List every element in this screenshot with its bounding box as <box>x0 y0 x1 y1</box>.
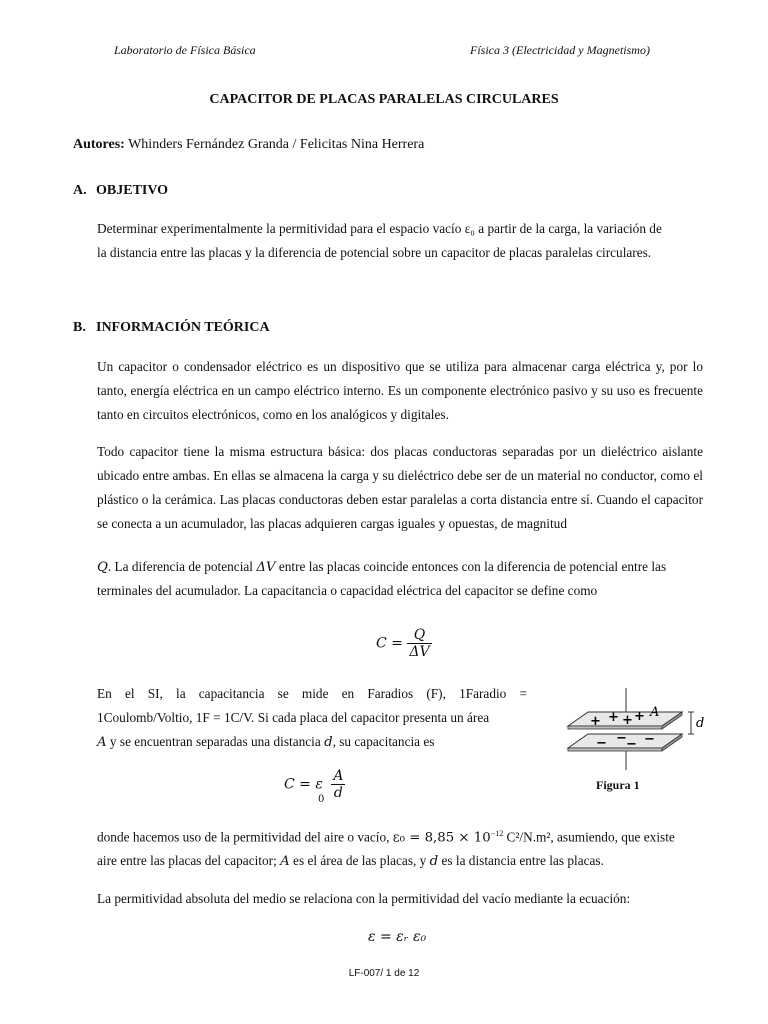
paragraph-potential-line-2: terminales del acumulador. La capacitancia o capacidad eléctrica del capacitor se define como <box>97 583 598 598</box>
area-label: A <box>650 705 660 720</box>
equation-absolute-permittivity: ε = εᵣ ε₀ <box>368 929 427 945</box>
minus-sign: − <box>596 736 607 751</box>
section-b-title: INFORMACIÓN TEÓRICA <box>96 320 270 335</box>
header-left: Laboratorio de Física Básica <box>114 43 256 57</box>
paragraph-si-line-1: En el SI, la capacitancia se mide en Faradios (F), 1Faradio = <box>97 686 527 701</box>
distance-label: d <box>696 716 705 731</box>
plus-sign: + <box>622 713 633 728</box>
section-b-heading <box>73 320 270 336</box>
plus-sign: + <box>608 710 619 725</box>
section-a-line-1: Determinar experimentalmente la permitividad para el espacio vacío ε₀ a partir de la carga, la variación de <box>97 221 662 236</box>
authors-names: Whinders Fernández Granda / Felicitas Nina Herrera <box>128 137 425 152</box>
section-a-number: A. <box>73 183 87 198</box>
authors-label: Autores: <box>73 137 125 152</box>
equation-parallel-plate-capacitance: C = ε $\frac{A}{d}$ 0 <box>284 768 344 805</box>
document-title: CAPACITOR DE PLACAS PARALELAS CIRCULARES <box>209 92 559 107</box>
paragraph-potential-line-1: Q. La diferencia de potencial ΔV entre las placas coincide entonces con la diferencia de potencial entre las <box>97 559 667 575</box>
section-b-number: B. <box>73 320 86 335</box>
figure-caption: Figura 1 <box>596 778 640 792</box>
paragraph-absolute-permittivity: La permitividad absoluta del medio se relaciona con la permitividad del vacío mediante la ecuación: <box>97 891 631 906</box>
section-a-heading <box>73 183 168 199</box>
minus-sign: − <box>626 737 637 752</box>
paragraph-permittivity-line-1: donde hacemos uso de la permitividad del aire o vacío, $\varepsilon_0 = 8,85 \times 10^{-12}$ C²/N.m², asumiendo, que existe <box>97 829 675 846</box>
paragraph-capacitor-definition: Un capacitor o condensador eléctrico es un dispositivo que se utiliza para almacenar carga eléctrica y, por lo tanto, energía eléctrica en un campo eléctrico interno. Es un componente electrónico pasivo y su uso es frecuente tanto en circuitos electrónicos, como en los analógicos y digitales. <box>97 359 703 422</box>
section-a-title: OBJETIVO <box>96 183 169 198</box>
section-a-line-2: la distancia entre las placas y la diferencia de potencial sobre un capacitor de placas paralelas circulares. <box>97 245 652 260</box>
figure-capacitor-diagram <box>560 688 710 770</box>
paragraph-si-line-2: 1Coulomb/Voltio, 1F = 1C/V. Si cada placa del capacitor presenta un área <box>97 710 490 725</box>
authors-line <box>73 137 424 153</box>
minus-sign: − <box>616 731 627 746</box>
page-footer: LF-007/ 1 de 12 <box>348 968 420 979</box>
paragraph-si-line-3: A y se encuentran separadas una distancia d, su capacitancia es <box>97 734 435 750</box>
paragraph-permittivity-line-2: aire entre las placas del capacitor; A es el área de las placas, y d es la distancia entre las placas. <box>97 853 604 869</box>
minus-sign: − <box>644 732 655 747</box>
epsilon-subscript: 0 <box>318 794 325 805</box>
equation-capacitance-definition: C = $\frac{Q}{\Delta V}$ <box>376 627 430 660</box>
paragraph-capacitor-structure: Todo capacitor tiene la misma estructura básica: dos placas conductoras separadas por un dieléctrico aislante ubicado entre ambas. En ellas se almacena la carga y su dieléctrico debe ser de un material no conductor, como el plástico o la cerámica. Las placas conductoras deben estar paralelas a corta distancia entre sí. Cuando el capacitor se conecta a un acumulador, las placas adquieren cargas iguales y opuestas, de magnitud <box>97 444 703 531</box>
plus-sign: + <box>634 709 645 724</box>
header-right: Física 3 (Electricidad y Magnetismo) <box>470 43 650 57</box>
plus-sign: + <box>590 714 601 729</box>
